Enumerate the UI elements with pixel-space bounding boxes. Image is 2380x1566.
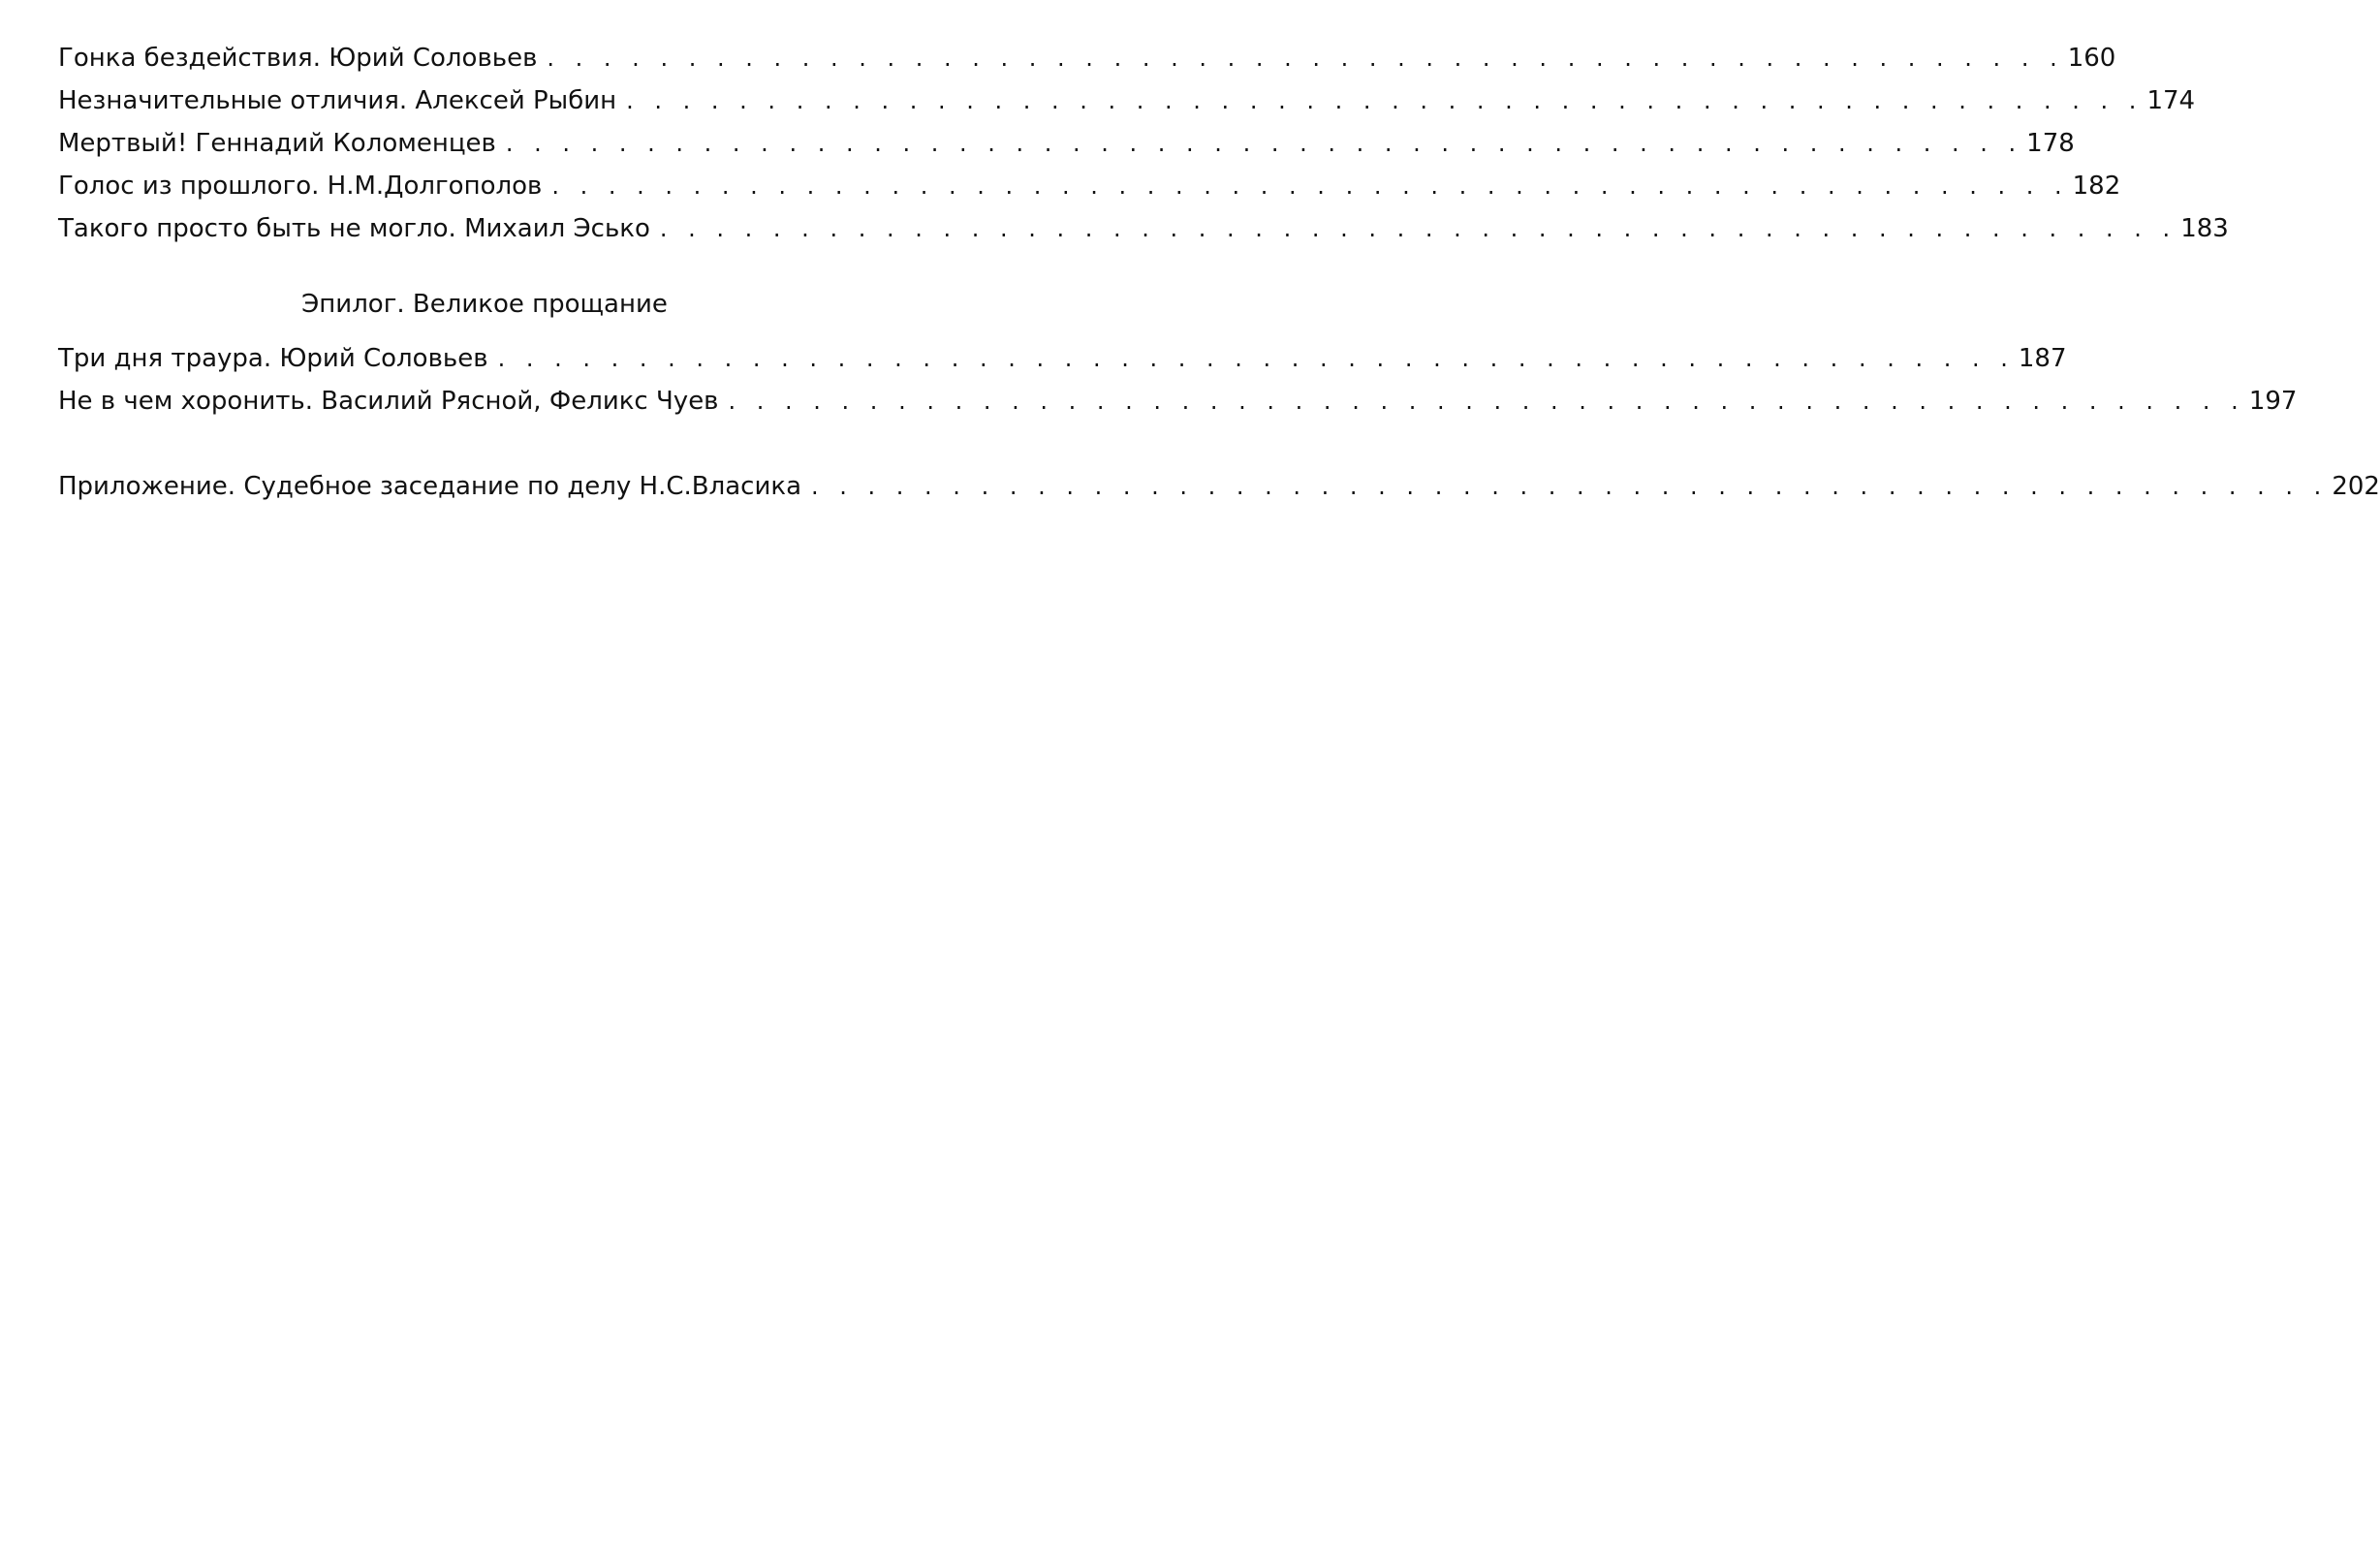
toc-entry [58,209,2229,248]
toc-entry-page: 197 [2248,387,2298,416]
toc-entry-title: Три дня траура. Юрий Соловьев [58,344,488,373]
toc-entry [58,81,2196,120]
toc-entry-appendix [58,467,2380,506]
toc-entry [58,39,2116,78]
toc-entry [58,382,2298,421]
toc-entry [58,167,2121,205]
toc-entry-page: 178 [2026,129,2075,158]
toc-entry-title: Приложение. Судебное заседание по делу Н.С.Власика [58,472,802,501]
toc-entry-leader: . . . . . . . . . . . . . . . . . . . . . . . . . . . . . . . . . . . . . . . . . . . . . . . . . . . . . . [811,473,2329,500]
toc-entry-page: 160 [2067,44,2116,73]
toc-entry-leader: . . . . . . . . . . . . . . . . . . . . . . . . . . . . . . . . . . . . . . . . . . . . . . . . . . . . . . [626,87,2144,114]
toc-entry-leader: . . . . . . . . . . . . . . . . . . . . . . . . . . . . . . . . . . . . . . . . . . . . . . . . . . . . . . [497,345,2015,372]
section-heading-epilogue: Эпилог. Великое прощание [301,290,668,319]
toc-entry-title: Гонка бездействия. Юрий Соловьев [58,44,538,73]
toc-entry-leader: . . . . . . . . . . . . . . . . . . . . . . . . . . . . . . . . . . . . . . . . . . . . . . . . . . . . . . [728,388,2245,415]
toc-entry-page: 183 [2180,214,2229,243]
toc-entry [58,339,2067,378]
toc-entry-title: Незначительные отличия. Алексей Рыбин [58,86,617,115]
toc-entry-title: Мертвый! Геннадий Коломенцев [58,129,496,158]
toc-entry-page: 187 [2018,344,2067,373]
toc-entry-leader: . . . . . . . . . . . . . . . . . . . . . . . . . . . . . . . . . . . . . . . . . . . . . . . . . . . . . . [547,45,2064,72]
toc-entry [58,124,2075,163]
toc-entry-title: Такого просто быть не могло. Михаил Эсько [58,214,650,243]
toc-entry-page: 202 [2332,472,2380,501]
toc-entry-title: Не в чем хоронить. Василий Рясной, Феликс Чуев [58,387,719,416]
toc-entry-title: Голос из прошлого. Н.М.Долгополов [58,172,543,201]
toc-entry-leader: . . . . . . . . . . . . . . . . . . . . . . . . . . . . . . . . . . . . . . . . . . . . . . . . . . . . . . [659,215,2177,242]
toc-entry-page: 182 [2072,172,2121,201]
toc-entry-leader: . . . . . . . . . . . . . . . . . . . . . . . . . . . . . . . . . . . . . . . . . . . . . . . . . . . . . . [551,172,2069,200]
toc-entry-leader: . . . . . . . . . . . . . . . . . . . . . . . . . . . . . . . . . . . . . . . . . . . . . . . . . . . . . . [505,130,2023,157]
toc-entry-page: 174 [2146,86,2196,115]
